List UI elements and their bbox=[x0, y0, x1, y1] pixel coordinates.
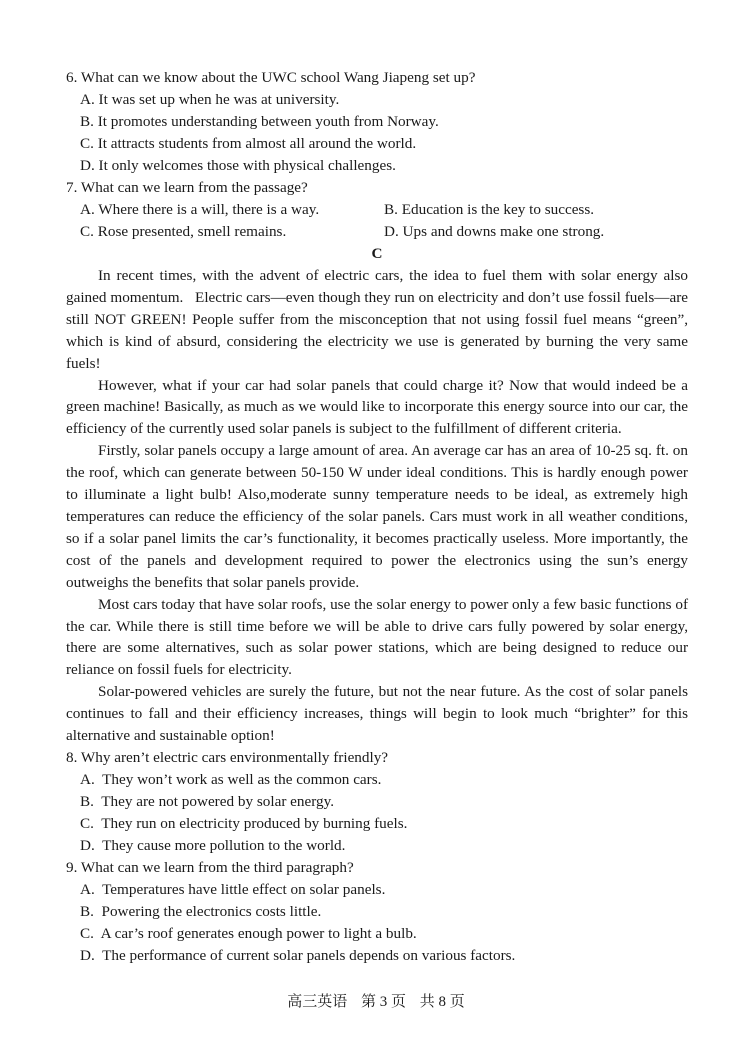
option-b: B. It promotes understanding between youth from Norway. bbox=[80, 113, 439, 130]
passage-paragraph-3: Firstly, solar panels occupy a large amount of area. An average car has an area of 10-25 sq. ft. on the roof, which can generate between 50-150 W under ideal conditions. This is hardly enough power to illuminate a light bulb! Also,moderate sunny temperature needs to be ideal, as extremely high temperatures can reduce the efficiency of the solar panels. Cars must work in all weather conditions, so if a solar panel limits the car’s functionality, it becomes practically useless. More importantly, the cost of the panels and development required to power the electronics using the sun’s energy outweighs the benefits that solar panels provide. bbox=[66, 442, 688, 591]
passage-paragraph-5: Solar-powered vehicles are surely the future, but not the near future. As the cost of solar panels continues to fall and their efficiency increases, things will begin to look much “brighter” for this alternative and sustainable option! bbox=[66, 683, 688, 745]
option-b: B. Powering the electronics costs little. bbox=[80, 902, 322, 920]
question-text: Why aren’t electric cars environmentally friendly? bbox=[80, 748, 389, 766]
question-text: What can we know about the UWC school Wang Jiapeng set up? bbox=[80, 69, 476, 86]
passage-paragraph-1: In recent times, with the advent of electric cars, the idea to fuel them with solar energy also gained momentum. Electric cars—even though they run on electricity and don’t use fossil fuels—are still NOT GREEN! People suffer from the misconception that not using fossil fuel means “green”, which is kind of absurd, considering the electricity we use is generated by burning the very same fuels! bbox=[66, 267, 688, 372]
question-stem bbox=[66, 857, 688, 879]
exam-page bbox=[66, 67, 688, 967]
page-footer bbox=[0, 990, 752, 1011]
question-stem bbox=[66, 177, 688, 199]
option-d: D. It only welcomes those with physical challenges. bbox=[80, 157, 396, 174]
question-7 bbox=[66, 177, 688, 243]
option-a: A. Where there is a will, there is a way. bbox=[80, 201, 320, 218]
question-stem bbox=[66, 67, 688, 89]
option-a: A. Temperatures have little effect on solar panels. bbox=[80, 880, 386, 898]
option-d: D. They cause more pollution to the world. bbox=[80, 836, 346, 854]
question-6 bbox=[66, 67, 688, 177]
question-8 bbox=[66, 747, 688, 857]
question-9 bbox=[66, 857, 688, 967]
option-a: A. They won’t work as well as the common cars. bbox=[80, 770, 382, 788]
footer-total-pages: 共 8 页 bbox=[419, 994, 465, 1010]
option-d: D. Ups and downs make one strong. bbox=[384, 223, 605, 240]
question-text: What can we learn from the third paragraph? bbox=[80, 858, 354, 876]
option-c: C. Rose presented, smell remains. bbox=[80, 223, 287, 240]
passage-paragraph-2: However, what if your car had solar panels that could charge it? Now that would indeed be a green machine! Basically, as much as we would like to incorporate this energy source into our car, the efficiency of the currently used solar panels is subject to the fulfillment of different criteria. bbox=[66, 376, 688, 438]
question-stem bbox=[66, 747, 688, 769]
option-row bbox=[66, 221, 688, 243]
option-row bbox=[66, 199, 688, 221]
option-c: C. A car’s roof generates enough power to light a bulb. bbox=[80, 924, 417, 942]
option-a: A. It was set up when he was at university. bbox=[80, 91, 340, 108]
reading-passage bbox=[66, 265, 688, 747]
footer-subject: 高三英语 bbox=[287, 994, 348, 1010]
section-heading: C bbox=[371, 245, 383, 262]
question-number: 7. bbox=[66, 179, 78, 196]
passage-paragraph-4: Most cars today that have solar roofs, use the solar energy to power only a few basic functions of the car. While there is still time before we will be able to drive cars fully powered by solar energy, there are some alternatives, such as solar power stations, which are being designed to reduce our reliance on fossil fuels for electricity. bbox=[66, 595, 688, 679]
option-b: B. They are not powered by solar energy. bbox=[80, 792, 335, 810]
question-number: 9. bbox=[66, 858, 78, 876]
option-b: B. Education is the key to success. bbox=[384, 201, 595, 218]
question-number: 8. bbox=[66, 748, 78, 766]
question-text: What can we learn from the passage? bbox=[80, 179, 308, 196]
footer-page-number: 第 3 页 bbox=[360, 994, 406, 1010]
question-number: 6. bbox=[66, 69, 78, 86]
option-d: D. The performance of current solar panels depends on various factors. bbox=[80, 946, 516, 964]
option-c: C. It attracts students from almost all around the world. bbox=[80, 135, 417, 152]
option-c: C. They run on electricity produced by burning fuels. bbox=[80, 814, 408, 832]
